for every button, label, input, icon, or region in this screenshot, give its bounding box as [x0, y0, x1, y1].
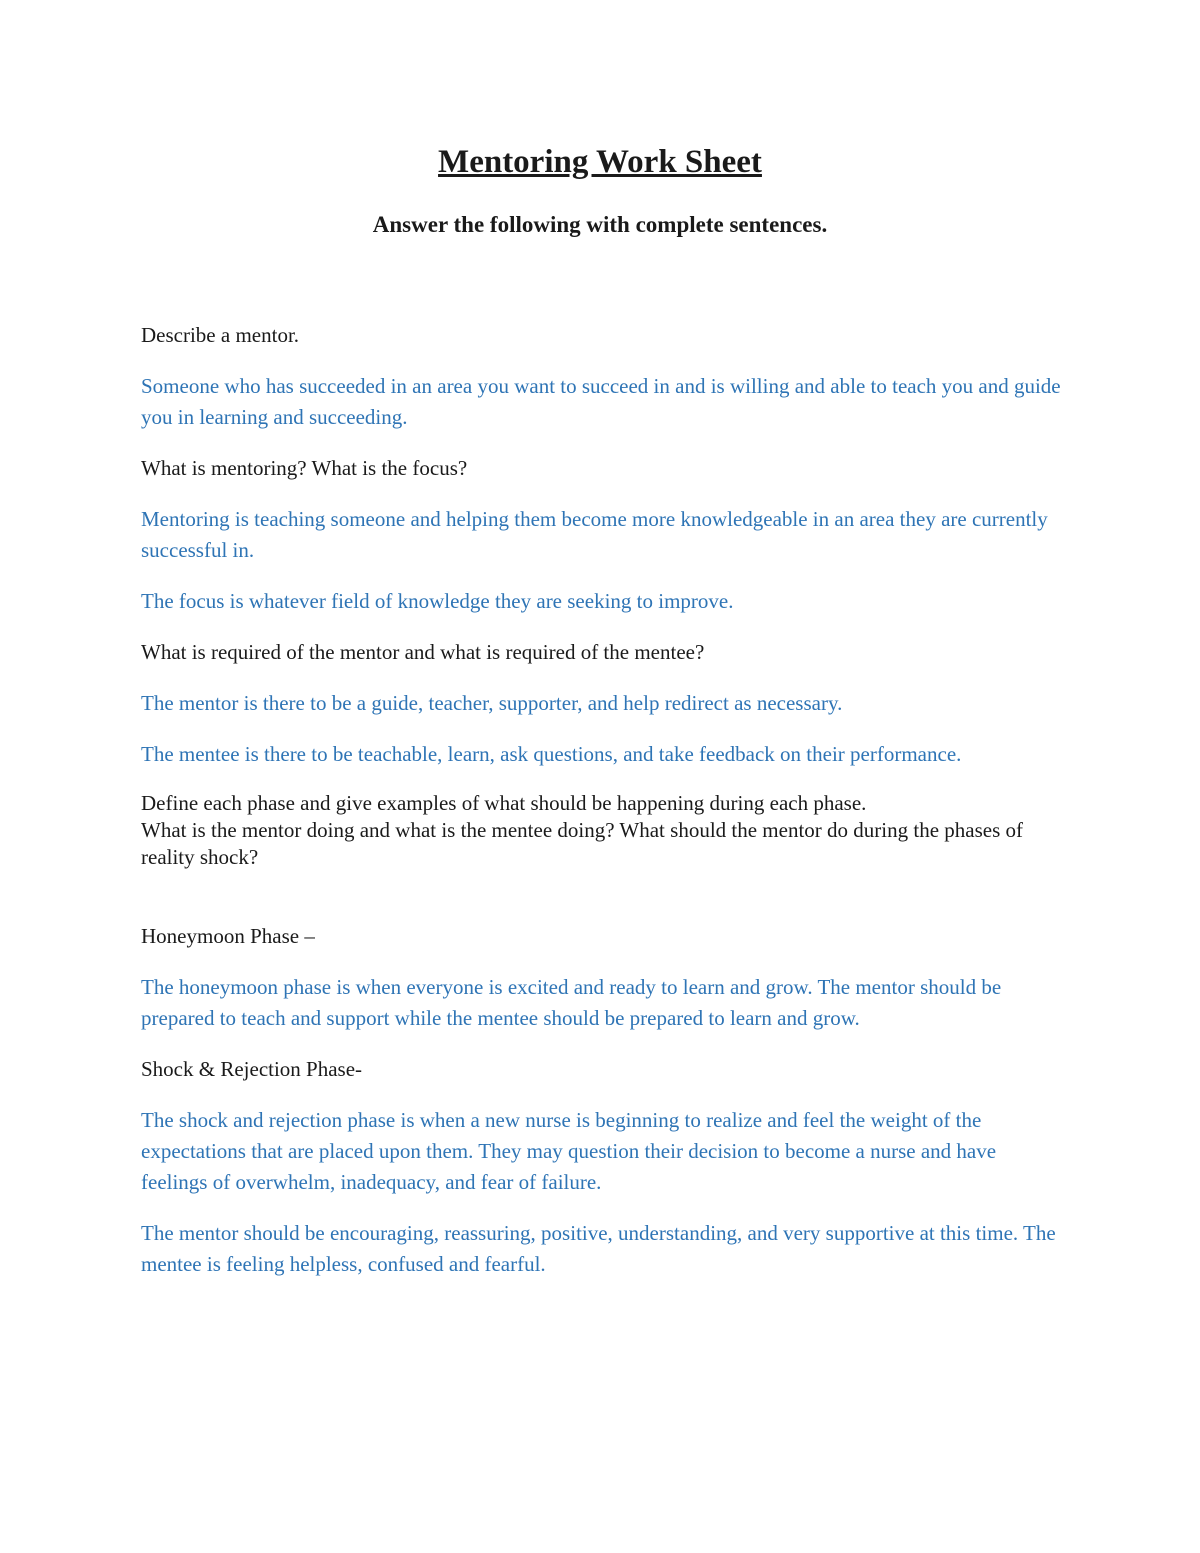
question-describe-mentor: Describe a mentor. — [141, 323, 300, 347]
heading-shock-rejection-phase: Shock & Rejection Phase- — [141, 1057, 363, 1081]
answer-focus: The focus is whatever field of knowledge they are seeking to improve. — [141, 589, 734, 613]
answer-shock-rejection-phase: The shock and rejection phase is when a new nurse is beginning to realize and feel the weight of the expectations that are placed upon them. They may question their decision to become a nurse and have feelings of overwhelm, inadequacy, and fear of failure. — [141, 1108, 997, 1194]
answer-describe-mentor: Someone who has succeeded in an area you want to succeed in and is willing and able to teach you and guide you in learning and succeeding. — [141, 374, 1061, 429]
question-define-phases — [141, 790, 1061, 871]
answer-mentor-requirement: The mentor is there to be a guide, teacher, supporter, and help redirect as necessary. — [141, 691, 843, 715]
answer-mentor-during-shock: The mentor should be encouraging, reassuring, positive, understanding, and very supportive at this time. The mentee is feeling helpless, confused and fearful. — [141, 1221, 1056, 1276]
question-define-phases-line1: Define each phase and give examples of what should be happening during each phase. — [141, 791, 867, 815]
answer-honeymoon-phase: The honeymoon phase is when everyone is excited and ready to learn and grow. The mentor should be prepared to teach and support while the mentee should be prepared to learn and grow. — [141, 975, 1002, 1030]
answer-what-is-mentoring: Mentoring is teaching someone and helping them become more knowledgeable in an area they are currently successful in. — [141, 507, 1048, 562]
heading-honeymoon-phase: Honeymoon Phase – — [141, 924, 315, 948]
question-what-is-mentoring: What is mentoring? What is the focus? — [141, 456, 468, 480]
worksheet-content — [141, 320, 1061, 1300]
question-requirements: What is required of the mentor and what is required of the mentee? — [141, 640, 705, 664]
question-define-phases-line2: What is the mentor doing and what is the mentee doing? What should the mentor do during the phases of reality shock? — [141, 818, 1023, 869]
page-subtitle: Answer the following with complete sentences. — [372, 212, 828, 237]
answer-mentee-requirement: The mentee is there to be teachable, learn, ask questions, and take feedback on their performance. — [141, 742, 962, 766]
page-title: Mentoring Work Sheet — [438, 144, 762, 180]
